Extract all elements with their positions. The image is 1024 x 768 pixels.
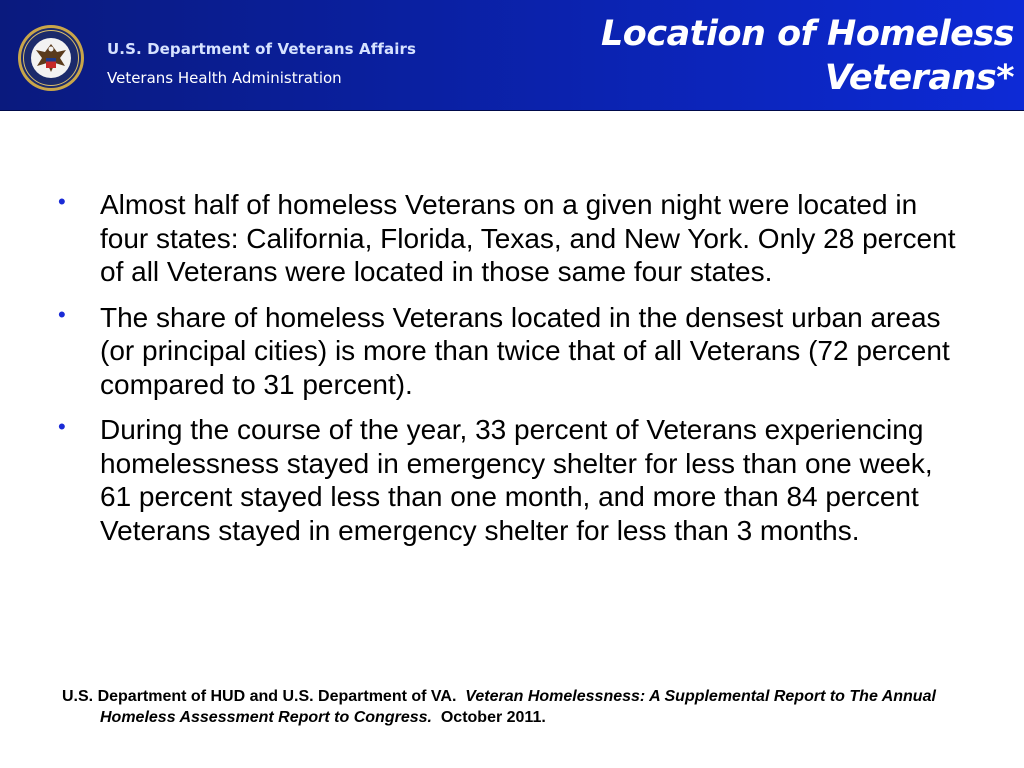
bullet-text: The share of homeless Veterans located in the densest urban areas (or principal cities) is more than twice that of all Veterans (72 percent compared to 31 percent). [100, 301, 950, 400]
va-seal-icon [17, 24, 85, 92]
bullet-text: During the course of the year, 33 percent of Veterans experiencing homelessness stayed in emergency shelter for less than one week, 61 percent stayed less than one month, and more than 84 percent Veterans stayed in emergency shelter for less than 3 months. [100, 414, 933, 546]
bullet-text: Almost half of homeless Veterans on a given night were located in four states: California, Florida, Texas, and New York. Only 28 percent of all Veterans were located in those same four states. [100, 189, 956, 287]
bullet-marker: • [58, 301, 66, 327]
citation-date: October 2011. [440, 709, 546, 726]
citation-title: Veteran Homelessness: A Supplemental Report to The Annual Homeless Assessment Report to Congress. [100, 688, 936, 726]
bullet-item [58, 301, 958, 402]
org-subname: Veterans Health Administration [107, 69, 342, 87]
slide-title: Location of Homeless Veterans* [601, 14, 1014, 98]
citation-authors: U.S. Department of HUD and U.S. Department of VA. [62, 688, 457, 705]
citation [62, 686, 1000, 728]
bullet-item [58, 413, 958, 547]
bullet-marker: • [58, 189, 66, 214]
bullet-marker: • [58, 414, 66, 439]
bullet-item [58, 188, 958, 289]
org-name: U.S. Department of Veterans Affairs [107, 40, 416, 58]
bullet-list [58, 188, 958, 559]
slide-header [0, 0, 1024, 111]
